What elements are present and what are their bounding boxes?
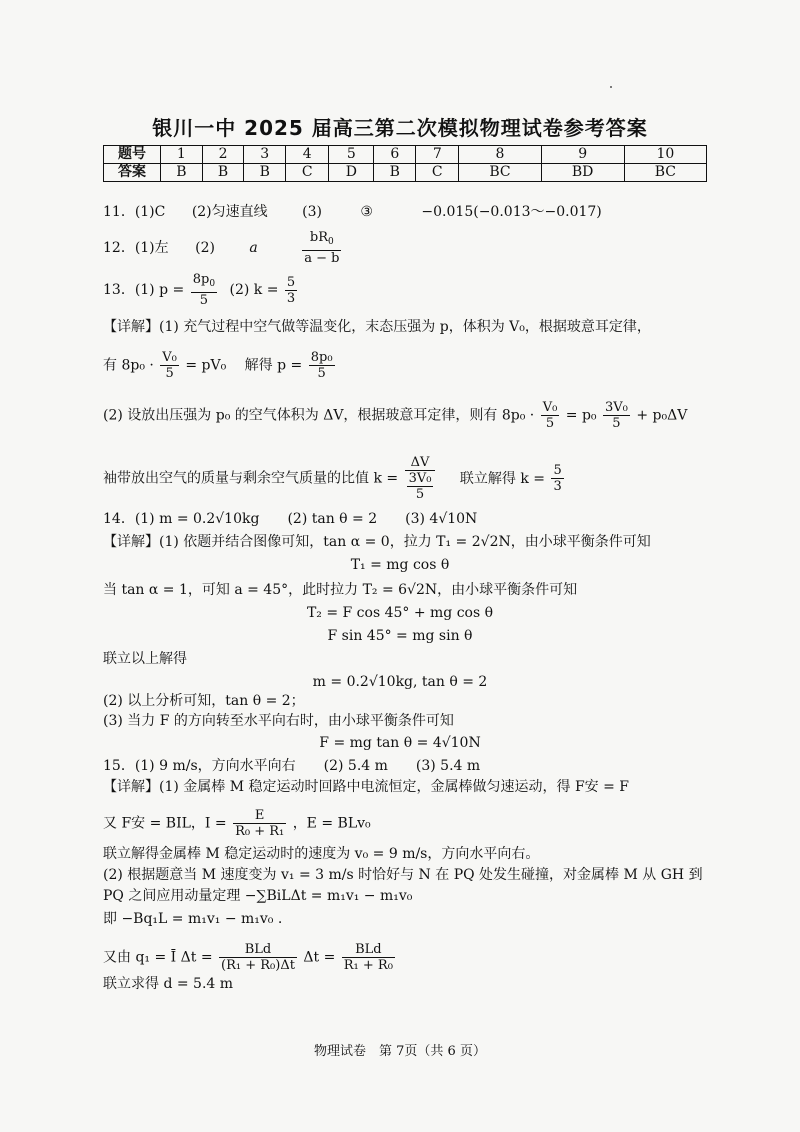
table-cell: 5 <box>329 146 374 164</box>
q14-equation-1: T₁ = mg cos θ <box>350 557 450 573</box>
fraction <box>233 808 286 839</box>
table-cell: 3 <box>244 146 286 164</box>
fraction-denominator: 5 <box>199 293 209 308</box>
q15-detail-5: PQ 之间应用动量定理 −∑BiLΔt = m₁v₁ − m₁v₀ <box>103 888 413 904</box>
q15-detail-8: 联立求得 d = 5.4 m <box>103 976 234 992</box>
q15-detail-7 <box>103 942 397 973</box>
q14-detail-1: 【详解】(1) 依题并结合图像可知，tan α = 0，拉力 T₁ = 2√2N，由小球平衡条件可知 <box>103 534 651 550</box>
table-cell: BC <box>459 164 541 182</box>
fraction-denominator <box>405 471 436 502</box>
q13-detail-3 <box>103 400 687 431</box>
q11-number: 11．(1)C <box>103 204 166 220</box>
fraction-denominator: 5 <box>415 487 425 502</box>
q15-detail-2 <box>103 808 371 839</box>
fraction-numerator: 8p₀ <box>310 350 333 365</box>
table-cell: 1 <box>161 146 203 164</box>
subscript: 0 <box>209 279 216 289</box>
fraction-denominator: 5 <box>165 366 174 381</box>
text-segment: = pV₀ 解得 p = <box>185 357 303 374</box>
fraction-numerator: 3V₀ <box>605 400 628 415</box>
text-segment: 又 F安 = BIL，I = <box>103 815 227 832</box>
q11-circled-answer: ③ <box>360 204 373 220</box>
table-cell: 7 <box>416 146 459 164</box>
q11-range: −0.015(−0.013～−0.017) <box>421 204 602 220</box>
q12-fraction-denominator: a − b <box>304 251 340 266</box>
q14-detail-4: (2) 以上分析可知，tan θ = 2； <box>103 693 305 709</box>
q15-detail-1: 【详解】(1) 金属棒 M 稳定运动时回路中电流恒定，金属棒做匀速运动，得 F安 = F <box>103 779 630 795</box>
q15-detail-4: (2) 根据题意当 M 速度变为 v₁ = 3 m/s 时恰好与 N 在 PQ 处发生碰撞，对金属棒 M 从 GH 到 <box>103 867 703 883</box>
text-segment: 又由 q₁ = Ī Δt = <box>103 949 213 966</box>
q13-line <box>103 272 299 308</box>
q13-k-eq: k = <box>253 282 279 298</box>
table-header-question: 题号 <box>104 146 161 164</box>
fraction <box>219 942 297 973</box>
q12-number: 12．(1)左 <box>103 240 169 256</box>
q11-part2: (2)匀速直线 <box>191 204 268 220</box>
fraction-denominator: 5 <box>612 416 621 431</box>
scan-speck <box>610 86 612 88</box>
text-segment: 有 8p₀ · <box>103 357 154 374</box>
q14-equation-5: F = mg tan θ = 4√10N <box>319 735 481 751</box>
answer-table <box>103 145 707 182</box>
q15-detail-6: 即 −Bq₁L = m₁v₁ − m₁v₀ . <box>103 911 283 927</box>
table-cell: BC <box>624 164 706 182</box>
fraction-numerator: 5 <box>286 274 296 290</box>
text-segment: 联立解得 k = <box>459 470 546 487</box>
q12-part2: (2) <box>195 240 215 256</box>
q12-line <box>103 230 343 266</box>
fraction-numerator: BLd <box>219 942 297 958</box>
fraction-numerator: V₀ <box>542 400 558 415</box>
table-cell: BD <box>541 164 624 182</box>
q13-number: 13．(1) <box>103 282 155 298</box>
table-row-numbers <box>104 146 707 164</box>
fraction-denominator: (R₁ + R₀)Δt <box>221 958 295 973</box>
fraction-denominator: 5 <box>317 366 326 381</box>
subscript: 0 <box>328 237 334 247</box>
fraction <box>342 942 395 973</box>
table-cell: 8 <box>459 146 541 164</box>
q13-fraction-2 <box>285 275 297 306</box>
q14-detail-3: 联立以上解得 <box>103 651 187 667</box>
q14-detail-5: (3) 当力 F 的方向转至水平向右时，由小球平衡条件可知 <box>103 713 454 729</box>
q14-equation-3: F sin 45° = mg sin θ <box>327 628 473 644</box>
fraction <box>551 463 563 494</box>
text-segment: (2) 设放出压强为 p₀ 的空气体积为 ΔV，根据玻意耳定律，则有 8p₀ · <box>103 407 535 424</box>
text-segment: = p₀ <box>565 407 597 424</box>
table-cell: D <box>329 164 374 182</box>
q14-equation-4: m = 0.2√10kg, tan θ = 2 <box>312 674 488 690</box>
q13-detail-4 <box>103 455 566 502</box>
table-cell: 2 <box>202 146 244 164</box>
table-cell: B <box>244 164 286 182</box>
table-cell: 4 <box>286 146 329 164</box>
q15-heading: 15．(1) 9 m/s，方向水平向右 (2) 5.4 m (3) 5.4 m <box>103 758 481 774</box>
table-cell: C <box>416 164 459 182</box>
q14-equation-2: T₂ = F cos 45° + mg cos θ <box>306 605 494 621</box>
page-footer: 物理试卷 第 7页（共 6 页） <box>314 1044 486 1059</box>
fraction-numerator: E <box>233 808 286 824</box>
q15-detail-3: 联立解得金属棒 M 稳定运动时的速度为 v₀ = 9 m/s，方向水平向右。 <box>103 846 540 862</box>
q11-line <box>103 203 602 221</box>
fraction-numerator: V₀ <box>162 350 177 365</box>
table-cell: 9 <box>541 146 624 164</box>
q12-fraction <box>302 230 341 266</box>
table-cell: 10 <box>624 146 706 164</box>
fraction-denominator: 3 <box>553 479 562 494</box>
page-title: 银川一中 2025 届高三第二次模拟物理试卷参考答案 <box>152 116 648 140</box>
fraction-denominator: R₀ + R₁ <box>235 824 285 839</box>
q13-part2: (2) <box>229 282 250 298</box>
text-segment: k = <box>373 470 399 487</box>
fraction-denominator: 5 <box>545 416 555 431</box>
compound-fraction <box>405 455 436 502</box>
fraction <box>541 400 560 431</box>
q14-heading: 14．(1) m = 0.2√10kg (2) tan θ = 2 (3) 4√10N <box>103 511 478 527</box>
q13-detail-1: 【详解】(1) 充气过程中空气做等温变化，末态压强为 p，体积为 V₀，根据玻意耳定律， <box>103 319 651 335</box>
fraction-numerator: 3V₀ <box>408 471 432 486</box>
text-segment: 袖带放出空气的质量与剩余空气质量的比值 <box>103 470 369 487</box>
q12-fraction-numerator: bR <box>309 230 329 245</box>
q14-detail-2: 当 tan α = 1，可知 a = 45°，此时拉力 T₂ = 6√2N，由小球平衡条件可知 <box>103 582 578 598</box>
fraction <box>160 350 179 381</box>
fraction-numerator: ΔV <box>405 455 436 471</box>
fraction-numerator: 5 <box>553 463 562 478</box>
table-cell: B <box>161 164 203 182</box>
table-row-answers <box>104 164 707 182</box>
fraction-denominator: 3 <box>286 290 296 306</box>
table-cell: C <box>286 164 329 182</box>
text-segment: + p₀ΔV <box>636 407 688 424</box>
table-cell: 6 <box>374 146 416 164</box>
table-header-answer: 答案 <box>104 164 161 182</box>
q13-fraction-1 <box>191 272 217 308</box>
fraction-denominator: R₁ + R₀ <box>343 958 393 973</box>
q13-detail-2 <box>103 350 337 381</box>
fraction-numerator: 8p <box>192 272 210 287</box>
fraction-numerator: BLd <box>342 942 395 958</box>
fraction <box>309 350 335 381</box>
fraction <box>603 400 630 431</box>
table-cell: B <box>374 164 416 182</box>
inner-fraction <box>407 471 434 502</box>
q11-part3: (3) <box>302 204 322 220</box>
q12-a: a <box>249 240 258 256</box>
table-cell: B <box>202 164 244 182</box>
text-segment: ，E = BLv₀ <box>292 815 371 832</box>
q13-p-eq: p = <box>159 282 185 298</box>
text-segment: Δt = <box>303 949 336 966</box>
